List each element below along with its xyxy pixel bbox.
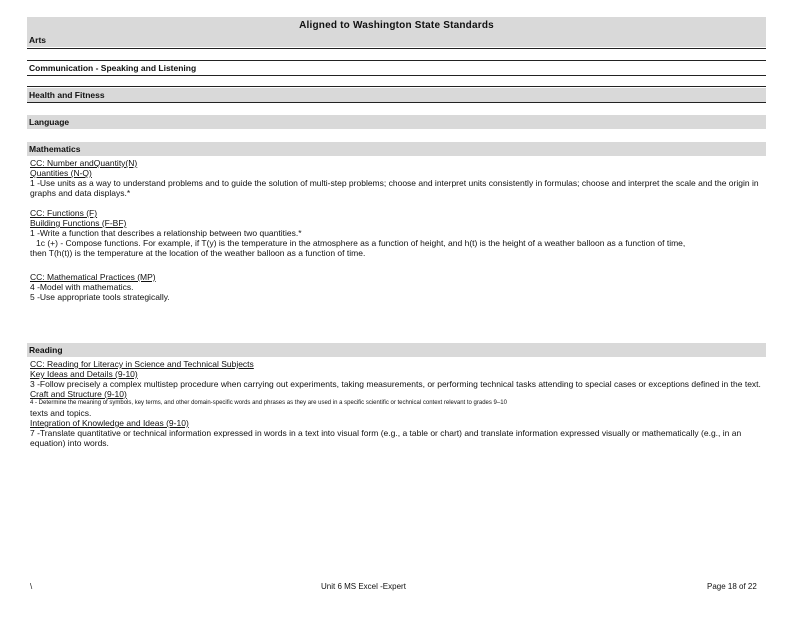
section-label: Language (29, 117, 70, 127)
page-title: Aligned to Washington State Standards (299, 20, 494, 31)
standard-item: 5 -Use appropriate tools strategically. (30, 292, 170, 302)
section-health (27, 88, 766, 102)
standard-heading: CC: Mathematical Practices (MP) (30, 272, 156, 282)
standard-item: 3 -Follow precisely a complex multistep procedure when carrying out experiments, taking measurements, or performing technical tasks attending to special cases or exceptions defined in the text. (30, 379, 761, 389)
divider (27, 48, 766, 49)
section-label: Health and Fitness (29, 90, 105, 100)
standard-item: then T(h(t)) is the temperature at the location of the weather balloon as a function of time. (30, 248, 366, 258)
standard-heading: CC: Functions (F) (30, 208, 98, 218)
mathematics-content (30, 158, 766, 302)
section-label: Communication - Speaking and Listening (29, 63, 197, 73)
section-label-arts: Arts (29, 35, 47, 45)
section-communication (27, 61, 766, 75)
footer-left: \ (30, 582, 33, 591)
section-language (27, 115, 766, 129)
standard-heading: CC: Reading for Literacy in Science and Technical Subjects (30, 359, 254, 369)
divider (27, 86, 766, 87)
title-bar (27, 17, 766, 47)
standard-subheading: Integration of Knowledge and Ideas (9-10) (30, 418, 189, 428)
standard-heading: CC: Number andQuantity(N) (30, 158, 138, 168)
standard-item: 7 -Translate quantitative or technical information expressed in words in a text into visual form (e.g., a table or chart) and translate information expressed visually or mathematically (e.g., in an equation) into words. (30, 428, 742, 448)
standard-subheading: Key Ideas and Details (9-10) (30, 369, 138, 379)
standard-item: 1 -Write a function that describes a relationship between two quantities.* (30, 228, 302, 238)
standard-item: texts and topics. (30, 408, 92, 418)
standard-subheading: Quantities (N-Q) (30, 168, 92, 178)
reading-content (30, 359, 766, 448)
section-mathematics (27, 142, 766, 156)
section-label: Mathematics (29, 144, 81, 154)
divider (27, 102, 766, 103)
section-label: Reading (29, 345, 63, 355)
standard-item: 1 -Use units as a way to understand problems and to guide the solution of multi-step problems; choose and interpret units consistently in formulas; choose and interpret the scale and the origin in graphs and data displays.* (30, 178, 759, 198)
footer-center: Unit 6 MS Excel -Expert (321, 582, 406, 591)
section-reading (27, 343, 766, 357)
footer-page-number: Page 18 of 22 (707, 582, 757, 591)
standard-subheading: Building Functions (F-BF) (30, 218, 127, 228)
divider (27, 75, 766, 76)
standard-item: 4 -Model with mathematics. (30, 282, 134, 292)
standard-subheading: Craft and Structure (9-10) (30, 389, 127, 399)
standard-item: 4 - Determine the meaning of symbols, key terms, and other domain-specific words and phrases as they are used in a specific scientific or technical context relevant to grades 9–10 (30, 400, 507, 406)
standard-item: 1c (+) - Compose functions. For example, if T(y) is the temperature in the atmosphere as a function of height, and h(t) is the height of a weather balloon as a function of time, (36, 238, 686, 248)
